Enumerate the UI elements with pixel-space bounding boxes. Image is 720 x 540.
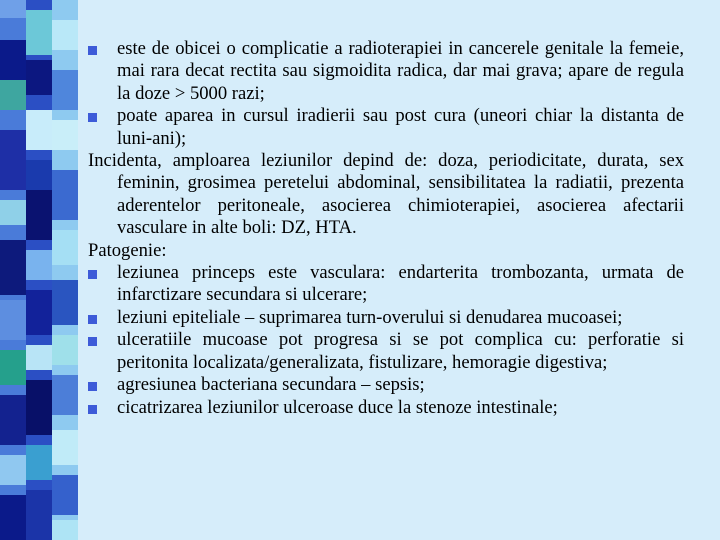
bullet-item: agresiunea bacteriana secundara – sepsis; (88, 374, 684, 396)
pathogenesis-heading: Patogenie: (88, 239, 167, 261)
square-bullet-icon (88, 337, 97, 346)
bullet-item: poate aparea in cursul iradierii sau post cura (uneori chiar la distanta de luni-ani); (88, 105, 684, 150)
decorative-stripe-pattern (0, 0, 78, 540)
square-bullet-icon (88, 46, 97, 55)
slide-content (88, 38, 684, 419)
bullet-item: leziunea princeps este vasculara: endarterita trombozanta, urmata de infarctizare secundara si ulcerare; (88, 262, 684, 307)
square-bullet-icon (88, 113, 97, 122)
bullet-item: leziuni epiteliale – suprimarea turn-overului si denudarea mucoasei; (88, 307, 684, 329)
bullet-item: este de obicei o complicatie a radioterapiei in cancerele genitale la femeie, mai rara decat rectita sau sigmoidita radica, dar mai grava; apare de regula la doze > 5000 razi; (88, 38, 684, 105)
square-bullet-icon (88, 315, 97, 324)
bullet-item: cicatrizarea leziunilor ulceroase duce la stenoze intestinale; (88, 397, 684, 419)
square-bullet-icon (88, 270, 97, 279)
bullet-item: ulceratiile mucoase pot progresa si se pot complica cu: perforatie si peritonita localizata/generalizata, fistulizare, hemoragie digestiva; (88, 329, 684, 374)
square-bullet-icon (88, 382, 97, 391)
incidence-paragraph: Incidenta, amploarea leziunilor depind de: doza, periodicitate, durata, sex feminin, grosimea peretelui abdominal, sensibilitatea la radiatii, prezenta aderentelor peritoneale, asocierea chimioterapiei, asocierea afectarii vasculare in alte boli: DZ, HTA. (88, 150, 684, 239)
square-bullet-icon (88, 405, 97, 414)
